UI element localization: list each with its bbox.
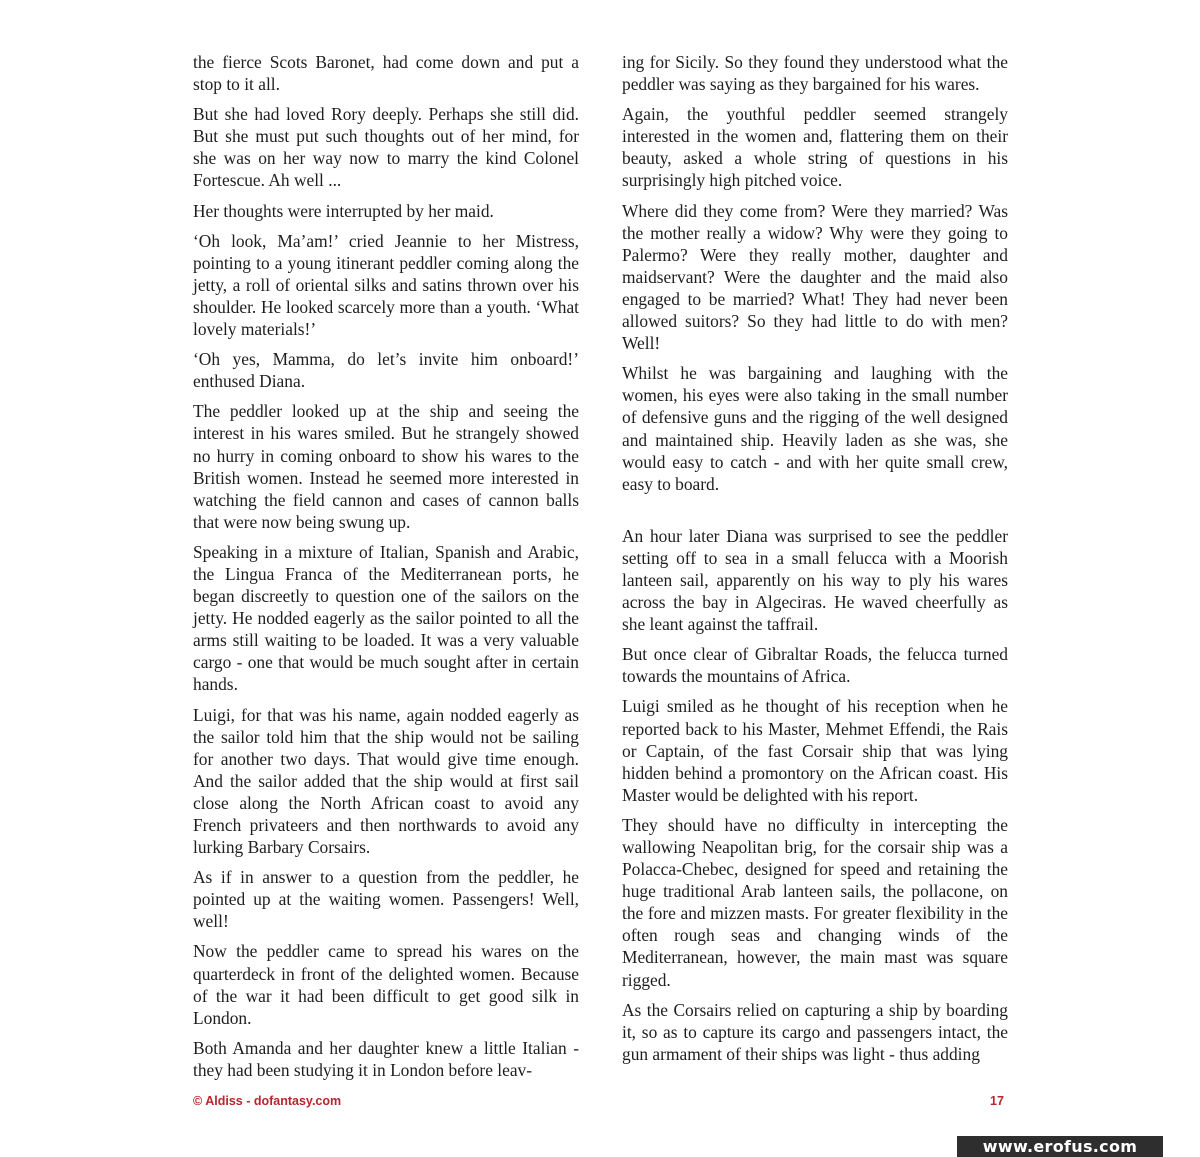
left-text-column [193, 51, 579, 1089]
paragraph: Whilst he was bargaining and laughing with the women, his eyes were also taking in the small number of defensive guns and the rigging of the well designed and maintained ship. Heavily laden as she was, she would easy to catch - and with her quite small crew, easy to board. [622, 363, 1008, 494]
footer-copyright: © Aldiss - dofantasy.com [193, 1094, 342, 1108]
paragraph: Again, the youthful peddler seemed strangely interested in the women and, flattering them on their beauty, asked a whole string of questions in his surprisingly high pitched voice. [622, 104, 1008, 191]
paragraph: Her thoughts were interrupted by her maid. [193, 200, 494, 221]
paragraph: As if in answer to a question from the peddler, he pointed up at the waiting women. Passengers! Well, well! [193, 867, 579, 932]
paragraph: the fierce Scots Baronet, had come down and put a stop to it all. [193, 52, 579, 95]
paragraph: Where did they come from? Were they married? Was the mother really a widow? Why were they going to Palermo? Were they really mother, daughter and maidservant? Were the daughter and the maid also engaged to be married? What! They had never been allowed suitors? So they had little to do with men? Well! [622, 200, 1008, 354]
page-number: 17 [990, 1094, 1004, 1108]
paragraph: But she had loved Rory deeply. Perhaps she still did. But she must put such thoughts out of her mind, for she was on her way now to marry the kind Colonel Fortescue. Ah well ... [193, 104, 579, 191]
paragraph: They should have no difficulty in intercepting the wallowing Neapolitan brig, for the corsair ship was a Polacca-Chebec, designed for speed and retaining the huge traditional Arab lanteen sails, the pollacone, on the fore and mizzen masts. For greater flexibility in the often rough seas and changing winds of the Mediterranean, however, the main mast was square rigged. [622, 814, 1008, 990]
paragraph: The peddler looked up at the ship and seeing the interest in his wares smiled. But he strangely showed no hurry in coming onboard to show his wares to the British women. Instead he seemed more interested in watching the field cannon and cases of cannon balls that were now being swung up. [193, 401, 579, 532]
paragraph: Now the peddler came to spread his wares on the quarterdeck in front of the delighted women. Because of the war it had been difficult to get good silk in London. [193, 941, 579, 1028]
paragraph: ‘Oh look, Ma’am!’ cried Jeannie to her Mistress, pointing to a young itinerant peddler coming along the jetty, a roll of oriental silks and satins thrown over his shoulder. He looked scarcely more than a youth. ‘What lovely materials!’ [193, 230, 579, 340]
paragraph: Luigi smiled as he thought of his reception when he reported back to his Master, Mehmet Effendi, the Rais or Captain, of the fast Corsair ship that was lying hidden behind a promontory on the African coast. His Master would be delighted with his report. [622, 696, 1008, 805]
paragraph: An hour later Diana was surprised to see the peddler setting off to sea in a small felucca with a Moorish lanteen sail, apparently on his way to ply his wares across the bay in Algeciras. He waved cheerfully as she leant against the taffrail. [622, 525, 1008, 635]
paragraph: As the Corsairs relied on capturing a ship by boarding it, so as to capture its cargo and passengers intact, the gun armament of their ships was light - thus adding [622, 999, 1008, 1064]
paragraph: Luigi, for that was his name, again nodded eagerly as the sailor told him that the ship would not be sailing for another two days. That would give time enough. And the sailor added that the ship would at first sail close along the North African coast to avoid any French privateers and then northwards to avoid any lurking Barbary Corsairs. [193, 704, 579, 858]
paragraph: Speaking in a mixture of Italian, Spanish and Arabic, the Lingua Franca of the Mediterranean ports, he began discreetly to question one of the sailors on the jetty. He nodded eagerly as the sailor pointed to all the arms still waiting to be loaded. It was a very valuable cargo - one that would be much sought after in certain hands. [193, 541, 579, 695]
paragraph: ‘Oh yes, Mamma, do let’s invite him onboard!’ enthused Diana. [193, 349, 579, 392]
right-text-column [622, 51, 1008, 1073]
paragraph: Both Amanda and her daughter knew a little Italian - they had been studying it in London before leav- [193, 1037, 579, 1080]
site-watermark: www.erofus.com [957, 1136, 1163, 1157]
paragraph: But once clear of Gibraltar Roads, the felucca turned towards the mountains of Africa. [622, 644, 1008, 687]
paragraph: ing for Sicily. So they found they understood what the peddler was saying as they bargained for his wares. [622, 52, 1008, 95]
